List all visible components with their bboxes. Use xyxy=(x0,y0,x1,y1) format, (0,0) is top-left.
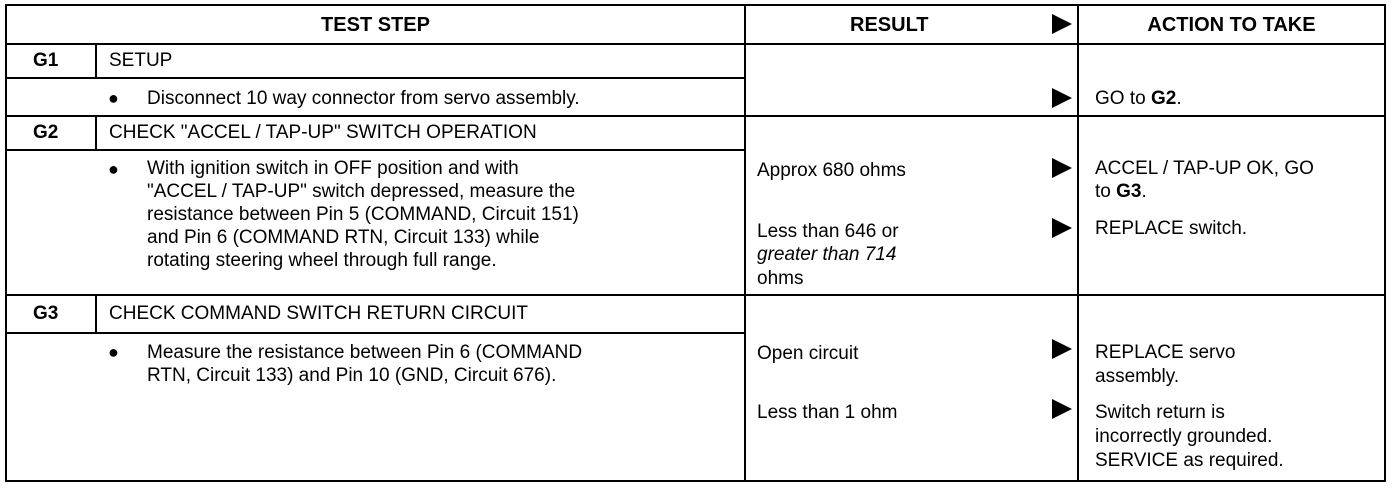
step-id-g2: G2 xyxy=(33,122,59,143)
step-title-g3: CHECK COMMAND SWITCH RETURN CIRCUIT xyxy=(109,303,529,324)
action-g2-1-line1: ACCEL / TAP-UP OK, GO xyxy=(1095,158,1314,179)
header-arrow-icon xyxy=(1050,12,1074,36)
action-g3-2-line3: SERVICE as required. xyxy=(1095,450,1284,471)
step-body-g1-line1: Disconnect 10 way connector from servo assembly. xyxy=(147,88,580,109)
step-title-g2: CHECK "ACCEL / TAP-UP" SWITCH OPERATION xyxy=(109,122,537,143)
header-result: RESULT xyxy=(850,14,929,36)
bullet-icon: ● xyxy=(108,88,119,108)
header-action: ACTION TO TAKE xyxy=(1147,14,1316,36)
action-g2-2: REPLACE switch. xyxy=(1095,218,1248,239)
arrow-icon xyxy=(1050,86,1074,110)
arrow-icon xyxy=(1050,156,1074,180)
result-g2-2-line1: Less than 646 or xyxy=(757,221,899,242)
action-g3-1-line1: REPLACE servo xyxy=(1095,342,1236,363)
step-body-g2-line1: With ignition switch in OFF position and with xyxy=(147,158,519,179)
step-body-g2-line5: rotating steering wheel through full range. xyxy=(147,250,497,271)
bullet-icon: ● xyxy=(108,159,119,179)
arrow-icon xyxy=(1050,397,1074,421)
arrow-icon xyxy=(1050,216,1074,240)
step-body-g3-line1: Measure the resistance between Pin 6 (COMMAND xyxy=(147,342,583,363)
result-g2-1: Approx 680 ohms xyxy=(757,160,906,181)
arrow-icon xyxy=(1050,337,1074,361)
action-g1: GO to G2. xyxy=(1095,88,1182,109)
step-body-g2-line3: resistance between Pin 5 (COMMAND, Circuit 151) xyxy=(147,204,579,225)
action-g3-2-line2: incorrectly grounded. xyxy=(1095,426,1273,447)
action-g2-1-line2: to G3. xyxy=(1095,181,1147,202)
result-g3-2: Less than 1 ohm xyxy=(757,402,898,423)
step-body-g2-line2: "ACCEL / TAP-UP" switch depressed, measure the xyxy=(147,181,576,202)
step-body-g3-line2: RTN, Circuit 133) and Pin 10 (GND, Circuit 676). xyxy=(147,365,557,386)
result-g2-2-line2: greater than 714 xyxy=(757,244,897,265)
action-g3-1-line2: assembly. xyxy=(1095,366,1180,387)
header-test-step: TEST STEP xyxy=(321,14,430,36)
result-g3-1: Open circuit xyxy=(757,343,859,364)
step-id-g3: G3 xyxy=(33,303,59,324)
action-g3-2-line1: Switch return is xyxy=(1095,402,1225,423)
result-g2-2-line3: ohms xyxy=(757,268,804,289)
bullet-icon: ● xyxy=(108,342,119,362)
step-id-g1: G1 xyxy=(33,50,59,71)
step-body-g2-line4: and Pin 6 (COMMAND RTN, Circuit 133) while xyxy=(147,227,540,248)
step-title-g1: SETUP xyxy=(109,50,173,71)
